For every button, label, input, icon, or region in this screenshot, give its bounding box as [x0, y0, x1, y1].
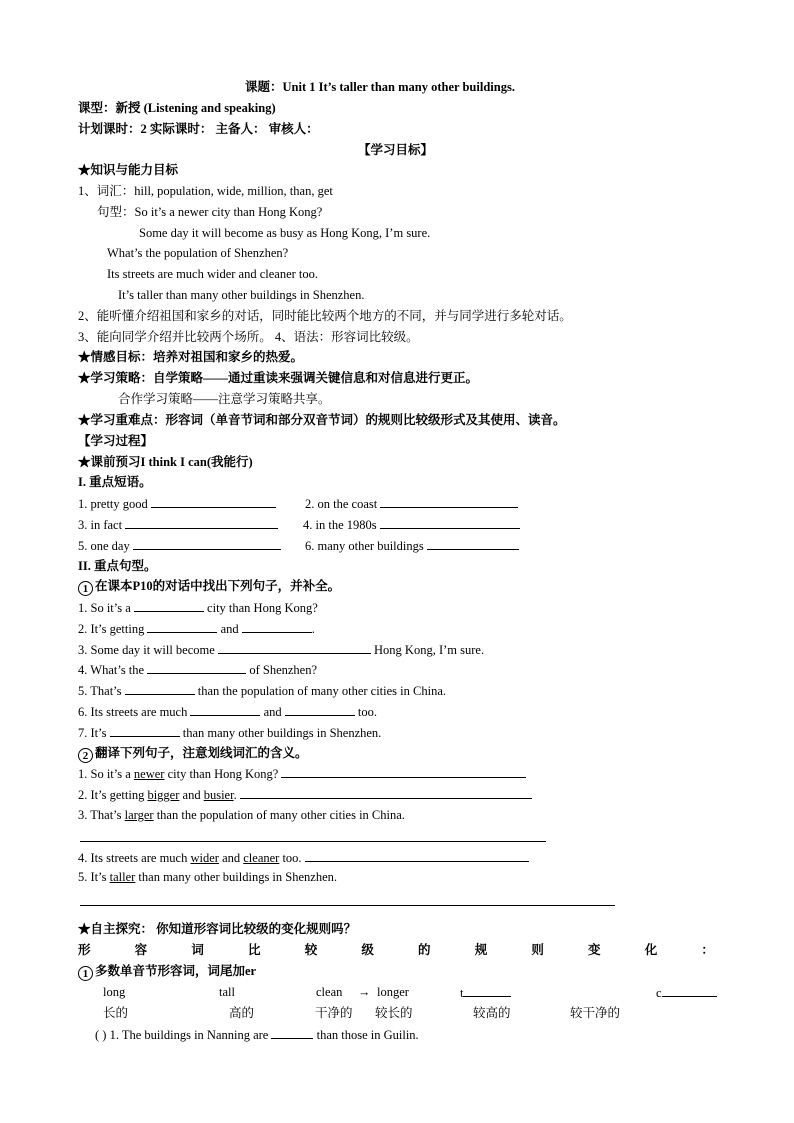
fill-sentence: 3. Some day it will become Hong Kong, I’m sure.	[78, 643, 485, 657]
pattern-3: What’s the population of Shenzhen?	[107, 246, 289, 260]
arrow-icon: →	[358, 985, 371, 999]
answer-blank[interactable]	[147, 620, 217, 633]
course-type: 课型：新授 (Listening and speaking)	[78, 101, 276, 115]
explore-heading: ★自主探究： 你知道形容词比较级的变化规则吗？	[78, 922, 357, 936]
answer-blank[interactable]	[151, 495, 276, 508]
translate-sentence: 4. Its streets are much wider and cleaner too.	[78, 849, 529, 866]
circled-number-2: 2	[78, 748, 93, 763]
phrase-item: 5. one day	[78, 537, 281, 554]
answer-line[interactable]	[80, 904, 615, 906]
answer-blank[interactable]	[240, 786, 532, 799]
translate-sentence: 5. It’s taller than many other buildings in Shenzhen.	[78, 870, 337, 884]
meaning-cleaner: 较干净的	[570, 1006, 621, 1020]
fill-sentence: 1. So it’s a city than Hong Kong?	[78, 601, 318, 615]
goal-2: 2、能听懂介绍祖国和家乡的对话，同时能比较两个地方的不同，并与同学进行多轮对话。	[78, 309, 572, 323]
fill-sentence: 6. Its streets are much and too.	[78, 705, 378, 719]
translate-sentence: 1. So it’s a newer city than Hong Kong?	[78, 765, 526, 782]
preview-heading: ★课前预习I think I can(我能行)	[78, 455, 253, 469]
meaning-taller: 较高的	[473, 1006, 511, 1020]
meaning-longer: 较长的	[375, 1006, 413, 1020]
answer-blank[interactable]	[218, 641, 371, 654]
phrase-item: 1. pretty good	[78, 495, 276, 512]
exercise-1: ( ) 1. The buildings in Nanning are than those in Guilin.	[95, 1028, 419, 1042]
word-long: long	[103, 985, 126, 999]
answer-blank[interactable]	[125, 516, 278, 529]
rule-1-heading: 1 多数单音节形容词，词尾加er	[78, 963, 256, 981]
pattern-2: Some day it will become as busy as Hong Kong, I’m sure.	[139, 226, 431, 240]
section-goals-heading: 【学习目标】	[358, 143, 434, 157]
vocab-line: 1、词汇：hill, population, wide, million, than, get	[78, 184, 333, 198]
pattern-1: So it’s a newer city than Hong Kong?	[134, 205, 323, 219]
fill-sentence: 2. It’s getting and .	[78, 622, 315, 636]
answer-blank[interactable]	[271, 1026, 313, 1039]
phrase-item: 4. in the 1980s	[303, 516, 520, 533]
phrase-item: 3. in fact	[78, 516, 278, 533]
answer-blank[interactable]	[147, 661, 246, 674]
answer-blank[interactable]	[125, 682, 195, 695]
word-tall: tall	[219, 985, 235, 999]
answer-blank[interactable]	[190, 703, 260, 716]
answer-blank[interactable]	[380, 516, 520, 529]
strategy-line-2: 合作学习策略——注意学习策略共享。	[118, 392, 331, 406]
phrases-heading: I. 重点短语。	[78, 475, 152, 489]
answer-blank[interactable]	[134, 599, 204, 612]
translate-sentence: 2. It’s getting bigger and busier.	[78, 786, 532, 803]
meaning-clean: 干净的	[315, 1006, 353, 1020]
answer-line[interactable]	[80, 840, 546, 842]
word-c: c	[656, 984, 717, 1001]
answer-blank[interactable]	[242, 620, 312, 633]
fill-sentence: 4. What’s the of Shenzhen?	[78, 663, 318, 677]
fill-sentence: 7. It’s than many other buildings in Shenzhen.	[78, 726, 382, 740]
word-longer: longer	[377, 985, 409, 999]
task-1-heading: 1 在课本P10的对话中找出下列句子，并补全。	[78, 578, 340, 596]
circled-number-1: 1	[78, 581, 93, 596]
knowledge-goals-heading: ★知识与能力目标	[78, 163, 179, 177]
answer-blank[interactable]	[305, 849, 529, 862]
answer-blank[interactable]	[285, 703, 355, 716]
meaning-tall: 高的	[229, 1006, 255, 1020]
phrase-item: 2. on the coast	[305, 495, 518, 512]
answer-blank[interactable]	[463, 984, 511, 997]
fill-sentence: 5. That’s than the population of many other cities in China.	[78, 684, 446, 698]
translate-sentence: 3. That’s larger than the population of many other cities in China.	[78, 808, 405, 822]
sentence-pattern-line	[97, 204, 322, 220]
key-points: ★学习重难点：形容词（单音节词和部分双音节词）的规则比较级形式及其使用、读音。	[78, 413, 566, 427]
sentences-heading: II. 重点句型。	[78, 559, 157, 573]
schedule-line: 计划课时：2 实际课时： 主备人： 审核人：	[78, 122, 319, 136]
answer-blank[interactable]	[380, 495, 518, 508]
task-2-heading: 2 翻译下列句子，注意划线词汇的含义。	[78, 745, 308, 763]
answer-blank[interactable]	[110, 724, 180, 737]
phrase-item: 6. many other buildings	[305, 537, 519, 554]
goal-3: 3、能向同学介绍并比较两个场所。 4、语法：形容词比较级。	[78, 330, 419, 344]
pattern-4: Its streets are much wider and cleaner too.	[107, 267, 319, 281]
pattern-5: It’s taller than many other buildings in Shenzhen.	[118, 288, 365, 302]
word-t: t	[460, 984, 511, 1001]
process-heading: 【学习过程】	[78, 434, 154, 448]
meaning-long: 长的	[103, 1006, 129, 1020]
answer-blank[interactable]	[281, 765, 526, 778]
answer-blank[interactable]	[133, 537, 281, 550]
pattern-label: 句型：	[97, 205, 135, 219]
rules-heading: 形 容 词 比 较 级 的 规 则 变 化 ：	[78, 943, 714, 957]
strategy-line-1: ★学习策略：自学策略——通过重读来强调关键信息和对信息进行更正。	[78, 371, 479, 385]
answer-blank[interactable]	[662, 984, 717, 997]
page-title: 课题：Unit 1 It’s taller than many other buildings.	[245, 80, 515, 94]
emotion-goal: ★情感目标：培养对祖国和家乡的热爱。	[78, 350, 304, 364]
circled-number-1: 1	[78, 966, 93, 981]
answer-blank[interactable]	[427, 537, 519, 550]
word-clean: clean	[316, 985, 343, 999]
